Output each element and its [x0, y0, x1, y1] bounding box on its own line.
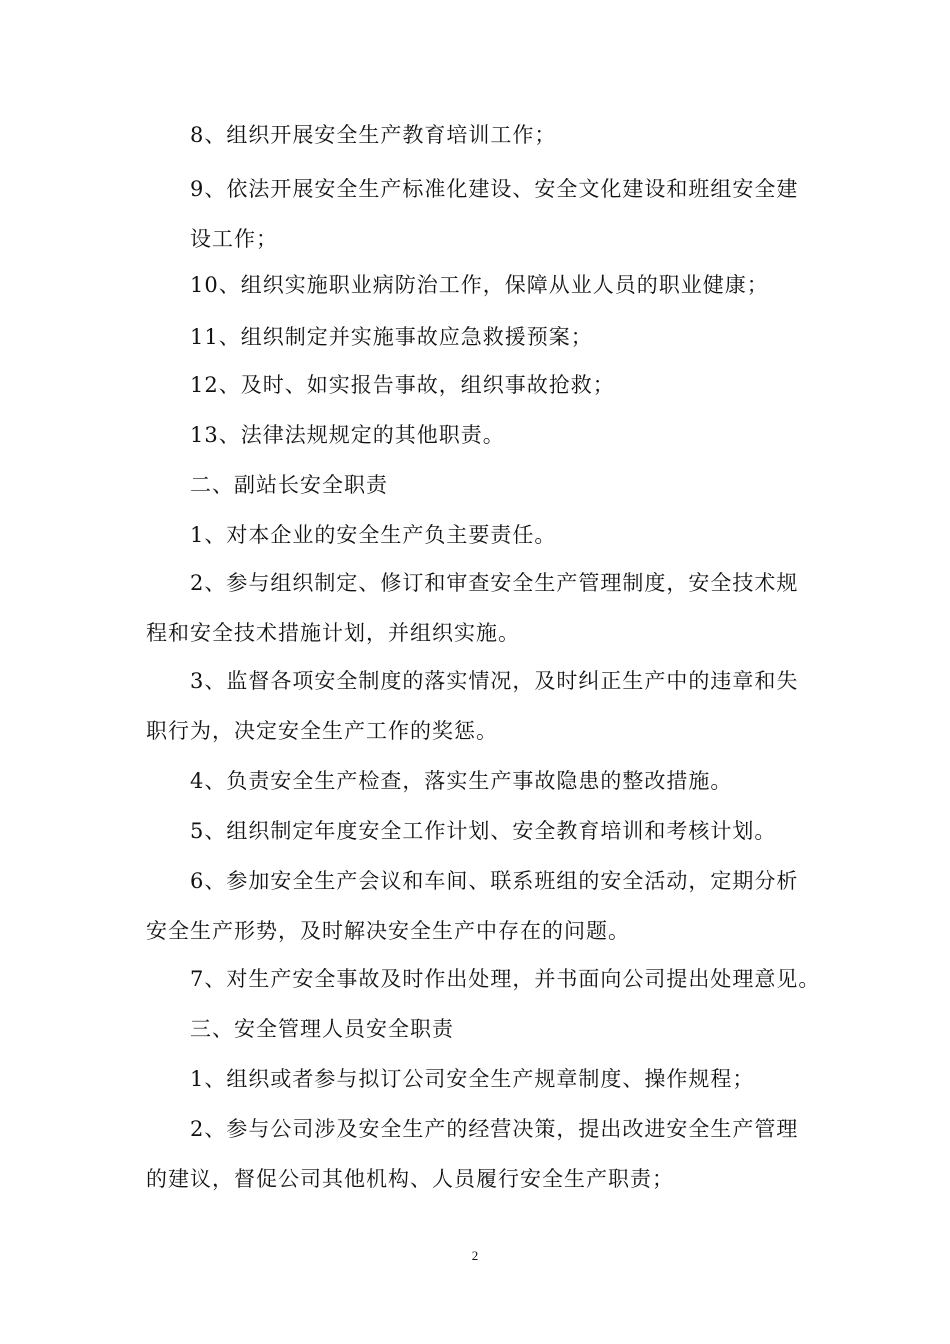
section-heading: 二、副站长安全职责 [190, 473, 388, 497]
paragraph-line: 3、监督各项安全制度的落实情况，及时纠正生产中的违章和失 [190, 669, 799, 693]
paragraph-line: 6、参加安全生产会议和车间、联系班组的安全活动，定期分析 [190, 869, 799, 893]
paragraph-line: 13、法律法规规定的其他职责。 [190, 423, 505, 447]
section-heading: 三、安全管理人员安全职责 [190, 1017, 454, 1041]
paragraph-line: 11、组织制定并实施事故应急救援预案； [190, 325, 593, 349]
paragraph-line: 12、及时、如实报告事故，组织事故抢救； [190, 373, 615, 397]
paragraph-line: 4、负责安全生产检查，落实生产事故隐患的整改措施。 [190, 769, 733, 793]
paragraph-line: 的建议，督促公司其他机构、人员履行安全生产职责； [146, 1167, 674, 1191]
paragraph-line: 5、组织制定年度安全工作计划、安全教育培训和考核计划。 [190, 819, 777, 843]
paragraph-line: 2、参与公司涉及安全生产的经营决策，提出改进安全生产管理 [190, 1117, 799, 1141]
paragraph-line: 2、参与组织制定、修订和审查安全生产管理制度，安全技术规 [190, 571, 799, 595]
paragraph-line: 程和安全技术措施计划，并组织实施。 [146, 621, 520, 645]
paragraph-line: 10、组织实施职业病防治工作，保障从业人员的职业健康； [190, 273, 769, 297]
paragraph-line: 1、组织或者参与拟订公司安全生产规章制度、操作规程； [190, 1067, 755, 1091]
page-number: 2 [471, 1248, 479, 1263]
paragraph-line: 设工作； [190, 227, 278, 251]
paragraph-line: 8、组织开展安全生产教育培训工作； [190, 123, 557, 147]
paragraph-line: 安全生产形势，及时解决安全生产中存在的问题。 [146, 919, 630, 943]
paragraph-line: 9、依法开展安全生产标准化建设、安全文化建设和班组安全建 [190, 177, 799, 201]
paragraph-line: 1、对本企业的安全生产负主要责任。 [190, 523, 557, 547]
paragraph-line: 职行为，决定安全生产工作的奖惩。 [146, 719, 498, 743]
paragraph-line: 7、对生产安全事故及时作出处理，并书面向公司提出处理意见。 [190, 967, 821, 991]
